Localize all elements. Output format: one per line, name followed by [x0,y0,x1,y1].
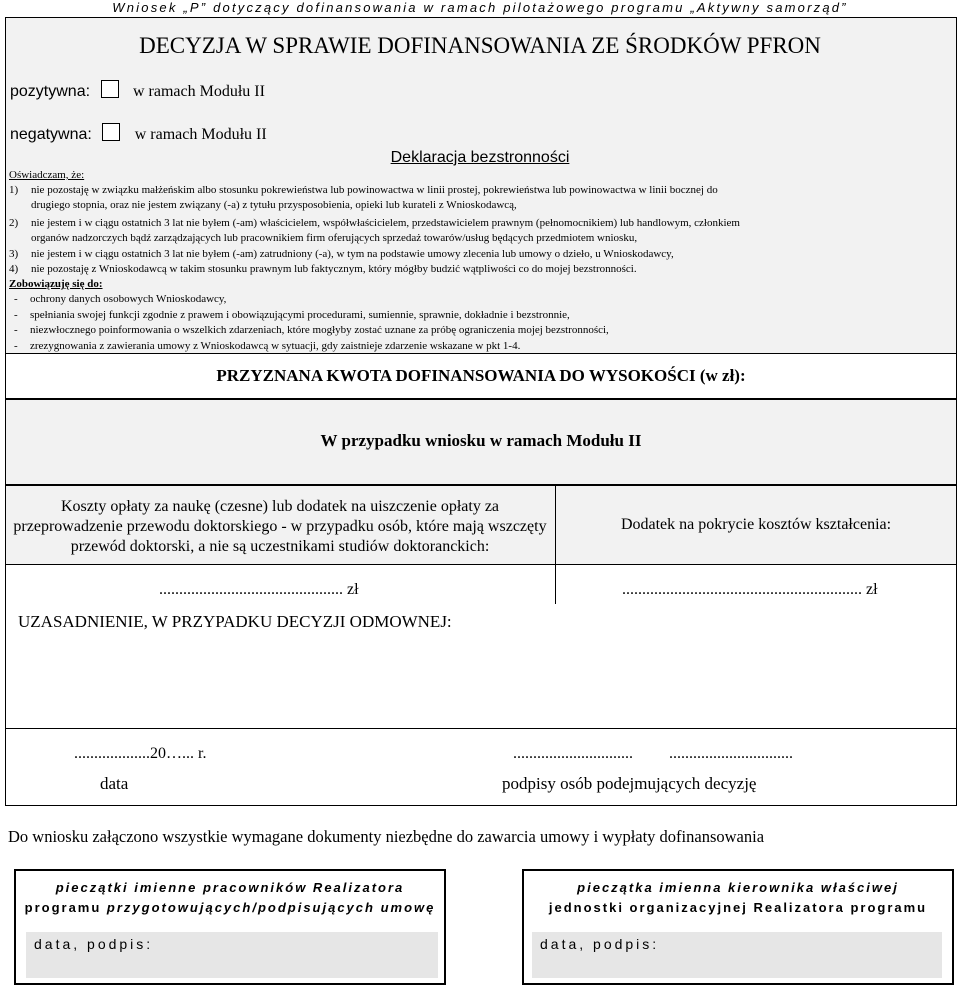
decision-title: DECYZJA W SPRAWIE DOFINANSOWANIA ZE ŚRODKÓW PFRON [139,33,821,58]
signature-frame [5,728,957,806]
item-number: 2) [9,217,19,229]
obligation-text: zrezygnowania z zawierania umowy z Wnioskodawcą w sytuacji, gdy zaistnieje zdarzenie wskazane w pkt 1-4. [30,340,521,352]
obligation-title: Zobowiązuję się do: [9,278,103,290]
stamp-left-date-sign[interactable] [26,932,438,978]
date-label: data [100,774,129,793]
positive-module-text: w ramach Modułu II [132,83,265,100]
signature-field-1[interactable]: .............................. [513,745,633,762]
justification-label: UZASADNIENIE, W PRZYPADKU DECYZJI ODMOWNEJ: [18,612,452,631]
negative-module-text: w ramach Modułu II [134,126,267,143]
stamp-right-date-sign[interactable] [532,932,942,978]
item-line: organów nadzorczych bądź zarządzających lub pracownikiem firm oferujących sprzedaż towarów/usług będących przedmiotem wniosku, [31,232,638,245]
signature-field-2[interactable]: ............................... [669,745,793,762]
cost-left-label: Koszty opłaty za naukę (czesne) lub dodatek na uiszczenie opłaty za przeprowadzenie przewodu doktorskiego - w przypadku osób, które mają wszczęty przewód doktorski, a nie są uczestnikami studiów doktoranckich: [13,498,547,555]
declaration-title: Deklaracja bezstronności [390,149,570,166]
item-number: 3) [9,248,19,260]
stamp-left-line2 [14,898,446,918]
stamp-left-line1: pieczątki imienne pracowników Realizatora [55,880,405,895]
item-number: 1) [9,184,19,196]
obligation-text: spełniania swojej funkcji zgodnie z prawem i obowiązującymi procedurami, sumiennie, sprawnie, dokładnie i bezstronnie, [30,309,570,321]
item-line: nie pozostaję w związku małżeńskim albo stosunku pokrewieństwa lub powinowactwa w linii prostej, pokrewieństwa lub powinowactwa w linii bocznej do [31,184,718,196]
left-amount-field[interactable]: .............................................. zł [159,581,359,598]
item-text [31,216,941,247]
dash-bullet: - [14,324,18,336]
stamp-right-heading [522,878,954,918]
date-field[interactable]: ...................20…... r. [74,745,207,762]
amount-title: PRZYZNANA KWOTA DOFINANSOWANIA DO WYSOKOŚCI (w zł): [216,366,746,385]
stamp-right-line2: jednostki organizacyjnej Realizatora programu [548,900,928,915]
item-text [31,247,941,262]
item-line: nie jestem i w ciągu ostatnich 3 lat nie byłem (-am) zatrudniony (-a), w tym na podstawie umowy zlecenia lub umowy o dzieło, u Wnioskodawcy, [31,248,674,260]
module-heading: W przypadku wniosku w ramach Modułu II [320,431,642,450]
stamp-right-date-label: data, podpis: [540,936,660,952]
item-line: nie jestem i w ciągu ostatnich 3 lat nie byłem (-am) właścicielem, współwłaścicielem, przedstawicielem prawnym (pełnomocnikiem) lub handlowym, członkiem [31,217,740,229]
negative-label: negatywna: [10,126,92,143]
obligation-text: niezwłocznego poinformowania o wszelkich zdarzeniach, które mogłyby zostać uznane za próbę ograniczenia mojej bezstronności, [30,324,609,336]
item-line: nie pozostaję z Wnioskodawcą w takim stosunku prawnym lub faktycznym, który mógłby budzić wątpliwości co do mojej bezstronności. [31,263,637,275]
stamp-left-heading [14,878,446,918]
cost-right-label: Dodatek na pokrycie kosztów kształcenia: [620,516,892,533]
item-text [31,262,941,277]
dash-bullet: - [14,340,18,352]
item-number: 4) [9,263,19,275]
stamp-left-date-label: data, podpis: [34,936,154,952]
right-amount-field[interactable]: ............................................................ zł [622,581,878,598]
stamp-left-line2b: przygotowujących/podpisujących umowę [106,900,436,915]
obligation-text: ochrony danych osobowych Wnioskodawcy, [30,293,227,305]
signature-label: podpisy osób podejmujących decyzję [502,774,757,793]
dash-bullet: - [14,293,18,305]
dash-bullet: - [14,309,18,321]
stamp-left-line2a: programu [24,900,102,915]
form-header: Wniosek „P” dotyczący dofinansowania w ramach pilotażowego programu „Aktywny samorząd” [112,0,848,15]
attached-documents-note: Do wniosku załączono wszystkie wymagane dokumenty niezbędne do zawarcia umowy i wypłaty dofinansowania [8,827,765,846]
positive-label: pozytywna: [10,83,91,100]
stamp-right-line1: pieczątka imienna kierownika właściwej [577,880,899,895]
item-line: drugiego stopnia, oraz nie jestem związany (-a) z tytułu przysposobienia, opieki lub kurateli z Wnioskodawcą, [31,199,517,212]
declaration-intro: Oświadczam, że: [9,169,85,181]
value-separator [555,564,556,604]
item-text [31,183,941,214]
